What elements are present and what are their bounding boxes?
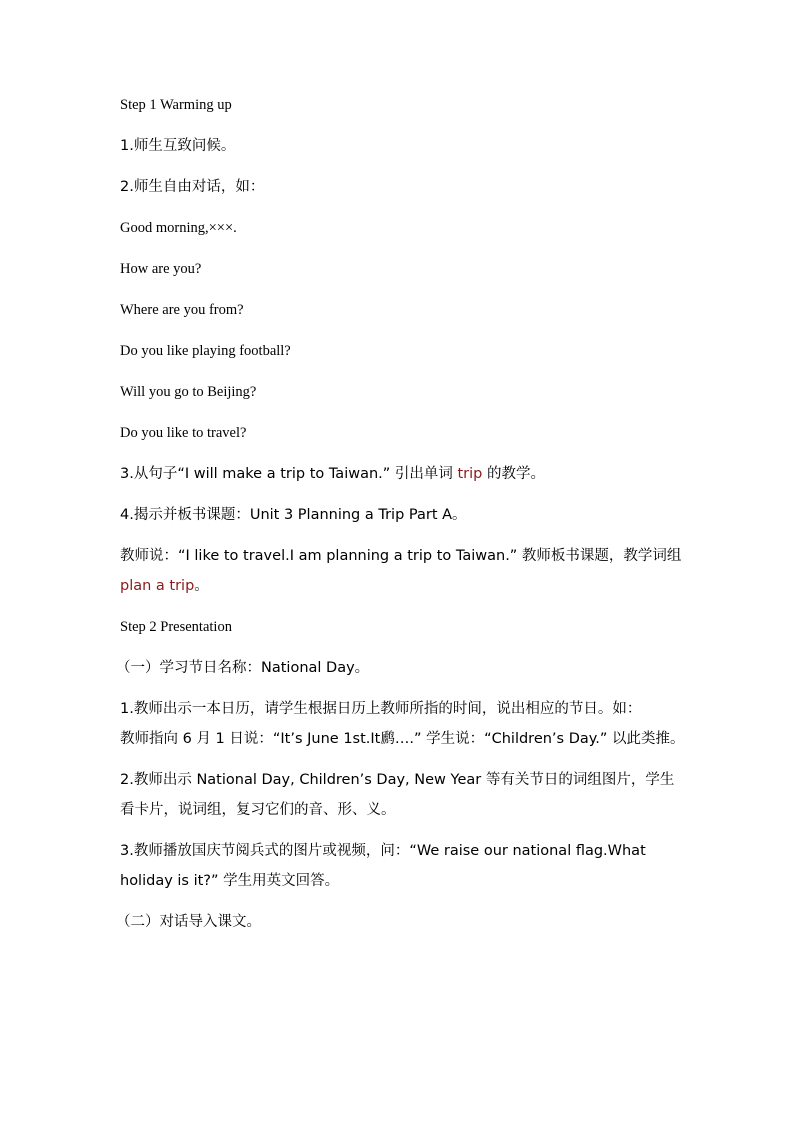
item-2: 2.师生自由对话，如： [120, 179, 265, 195]
item-4: 4.揭示并板书课题：Unit 3 Planning a Trip Part A。 [120, 507, 467, 523]
teacher-line-2 [120, 575, 680, 597]
item-3-text: 3.从句子“I will make a trip to Taiwan.” 引出单词 [120, 466, 458, 482]
item-3-tail: 的教学。 [482, 466, 545, 482]
paragraph-2 [120, 769, 680, 821]
paragraph-1-line-2: 教师指向 6 月 1 日说：“It’s June 1st.It䴘….” 学生说：“Children’s Day.” 以此类推。 [120, 731, 685, 747]
keyword-plan-a-trip: plan a trip [120, 578, 195, 594]
teacher-line-1: 教师说：“I like to travel.I am planning a trip to Taiwan.” 教师板书课题，教学词组 [120, 548, 682, 564]
paragraph-3-line-2: holiday is it?” 学生用英文回答。 [120, 873, 340, 889]
paragraph-3 [120, 840, 680, 892]
paragraph-1-line-1: 1.教师出示一本日历，请学生根据日历上教师所指的时间，说出相应的节日。如： [120, 701, 642, 717]
paragraph-2-line-1: 2.教师出示 National Day, Children’s Day, New Year 等有关节日的词组图片，学生 [120, 772, 675, 788]
step1-title: Step 1 Warming up [120, 97, 232, 113]
dialog-line-5: Will you go to Beijing? [120, 384, 257, 400]
step2-title: Step 2 Presentation [120, 619, 232, 635]
document-body [116, 94, 685, 933]
paragraph-2-line-2: 看卡片，说词组，复习它们的音、形、义。 [120, 802, 396, 818]
teacher-paragraph [120, 545, 680, 597]
dialog-line-4: Do you like playing football? [120, 343, 291, 359]
item-3 [120, 463, 680, 485]
dialog-line-3: Where are you from? [120, 302, 244, 318]
paragraph-3-line-1: 3.教师播放国庆节阅兵式的图片或视频，问：“We raise our national flag.What [120, 843, 646, 859]
paragraph-1 [120, 698, 685, 750]
section-2-heading: （二）对话导入课文。 [116, 914, 261, 930]
item-1: 1.师生互致问候。 [120, 138, 236, 154]
dialog-line-1: Good morning,×××. [120, 220, 237, 236]
dialog-line-2: How are you? [120, 261, 202, 277]
keyword-trip: trip [457, 466, 483, 482]
dialog-line-6: Do you like to travel? [120, 425, 247, 441]
teacher-line-2-tail: 。 [194, 578, 209, 594]
section-1-heading: （一）学习节日名称：National Day。 [116, 660, 370, 676]
